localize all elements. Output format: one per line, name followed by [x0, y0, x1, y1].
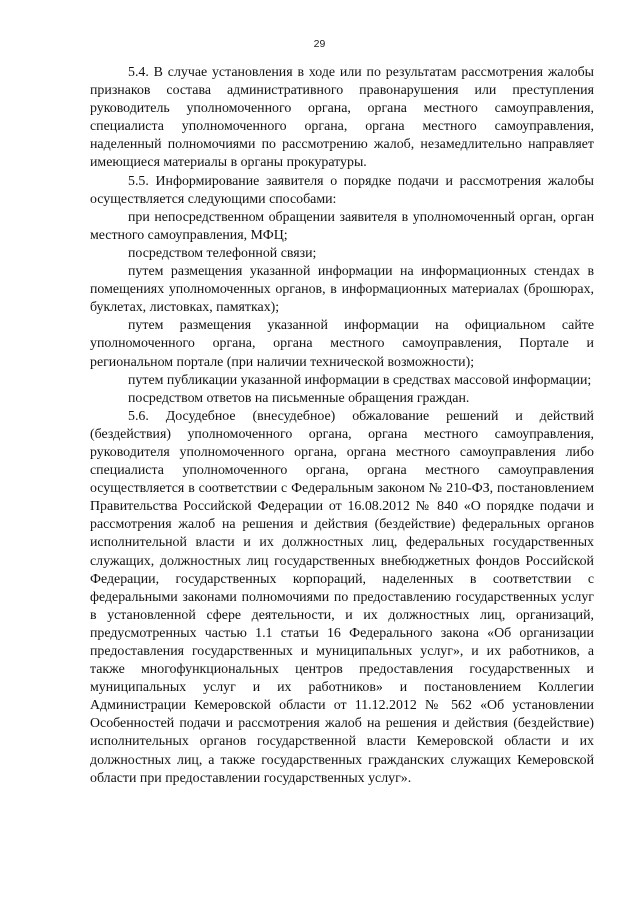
- paragraph-5-5: 5.5. Информирование заявителя о порядке подачи и рассмотрения жалобы осуществляется следующими способами:: [90, 173, 594, 207]
- paragraph-5-6: 5.6. Досудебное (внесудебное) обжалование решений и действий (бездействия) уполномоченного органа, органа местного самоуправления, руководителя уполномоченного органа, органа местного самоуправления либо специалиста уполномоченного органа, органа местного самоуправления осуществляется в соответствии с Федеральным законом № 210-ФЗ, постановлением Правительства Российской Федерации от 16.08.2012 № 840 «О порядке подачи и рассмотрения жалоб на решения и действия (бездействие) федеральных органов исполнительной власти и их должностных лиц, федеральных государственных служащих, должностных лиц государственных внебюджетных фондов Российской Федерации, государственных корпораций, наделенных в соответствии с федеральными законами полномочиями по предоставлению государственных услуг в установленной сфере деятельности, и их должностных лиц, организаций, предусмотренных частью 1.1 статьи 16 Федерального закона «Об организации предоставления государственных и муниципальных услуг», и их работников, а также многофункциональных центров предоставления государственных и муниципальных услуг и их работников» и постановлением Коллегии Администрации Кемеровской области от 11.12.2012 № 562 «Об установлении Особенностей подачи и рассмотрения жалоб на решения и действия (бездействие) исполнительных органов государственной власти Кемеровской области и их должностных лиц, а также государственных гражданских служащих Кемеровской области при предоставлении государственных услуг».: [90, 408, 594, 786]
- list-item-telephone: посредством телефонной связи;: [128, 245, 317, 261]
- document-body: [90, 64, 594, 788]
- list-item-info-stands: путем размещения указанной информации на информационных стендах в помещениях уполномоченных органов, в информационных материалах (брошюрах, буклетах, листовках, памятках);: [90, 264, 594, 316]
- page-number: 29: [313, 38, 326, 50]
- list-item-direct-contact: при непосредственном обращении заявителя в уполномоченный орган, орган местного самоуправления, МФЦ;: [90, 209, 594, 243]
- list-item-official-website: путем размещения указанной информации на официальном сайте уполномоченного органа, органа местного самоуправления, Портале и региональном портале (при наличии технической возможности);: [90, 318, 594, 370]
- paragraph-5-4: 5.4. В случае установления в ходе или по результатам рассмотрения жалобы признаков состава административного правонарушения или преступления руководитель уполномоченного органа, органа местного самоуправления, специалиста уполномоченного органа, органа местного самоуправления, наделенный полномочиями по рассмотрению жалоб, незамедлительно направляет имеющиеся материалы в органы прокуратуры.: [90, 65, 594, 171]
- list-item-written-replies: посредством ответов на письменные обращения граждан.: [128, 390, 470, 406]
- list-item-mass-media: путем публикации указанной информации в средствах массовой информации;: [128, 372, 592, 388]
